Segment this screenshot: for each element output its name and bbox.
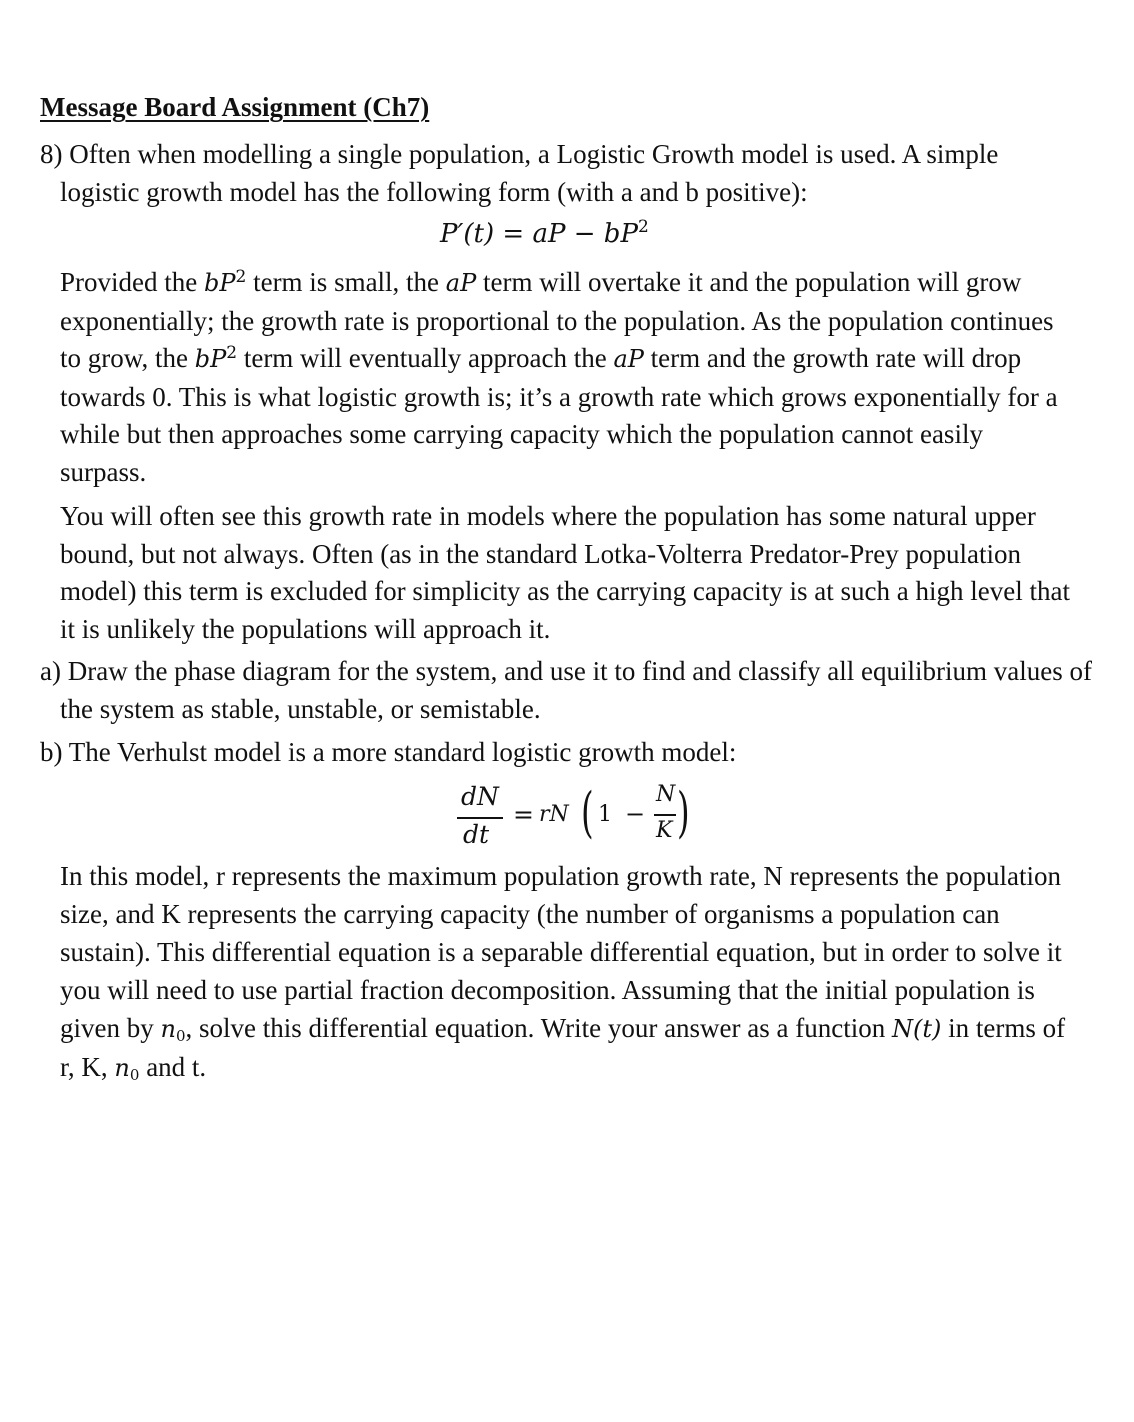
para1-bp-exp-2: 2 bbox=[226, 343, 238, 363]
para3-n0-2: n bbox=[114, 1054, 130, 1082]
para3-math-nt: N(t) bbox=[892, 1015, 942, 1043]
para1-text-2: term is small, the bbox=[246, 267, 446, 297]
para1-bp-exp: 2 bbox=[235, 267, 247, 287]
eq1-term-ap: aP bbox=[532, 219, 566, 249]
para3-text-1: In this model, r represents the maximum population growth rate, N represents the population size, and K represents the carrying capacity (the number of organisms a population can sustain). This differential equation is a separable differential equation, but in order to solve it you will need to use partial fraction decomposition. Assuming that the initial population is given by bbox=[60, 861, 1062, 1043]
para3-n0-sub-2: 0 bbox=[129, 1066, 140, 1084]
para1-bp-2: bP bbox=[194, 345, 227, 373]
paragraph-logistic-explanation bbox=[60, 264, 1060, 491]
part-a-question: a) Draw the phase diagram for the system, and use it to find and classify all equilibrium values of the system as stable, unstable, or semistable. bbox=[40, 656, 1092, 724]
para1-math-ap-2: aP bbox=[613, 345, 644, 373]
paragraph-verhulst-task bbox=[60, 857, 1080, 1087]
eq2-right-paren: ) bbox=[677, 781, 690, 844]
eq2-one: 1 bbox=[598, 802, 612, 827]
para3-n0: n bbox=[160, 1015, 176, 1043]
eq2-left-paren: ( bbox=[581, 781, 594, 844]
eq1-term-bp: bP bbox=[603, 219, 638, 249]
eq1-exponent: 2 bbox=[637, 217, 649, 237]
paragraph-lotka-volterra: You will often see this growth rate in models where the population has some natural upper bound, but not always. Often (as in the standard Lotka-Volterra Predator-Prey population model) this term is excluded for simplicity as the carrying capacity is at such a high level that it is unlikely the populations will approach it. bbox=[60, 501, 1070, 644]
para3-math-n0 bbox=[161, 1015, 186, 1043]
eq2-dt: dt bbox=[463, 820, 490, 849]
para1-math-bp-2 bbox=[195, 345, 237, 373]
para3-math-n0-2 bbox=[114, 1054, 139, 1082]
para3-text-4: and t. bbox=[139, 1052, 207, 1082]
part-b-question: b) The Verhulst model is a more standard logistic growth model: bbox=[40, 737, 737, 767]
eq1-lhs: P′(t) bbox=[440, 219, 495, 249]
eq1-minus: − bbox=[573, 219, 596, 249]
assignment-title: Message Board Assignment (Ch7) bbox=[40, 92, 430, 122]
eq2-equals: = bbox=[513, 800, 534, 829]
eq2-k: K bbox=[656, 818, 673, 843]
para1-text-5: term and the growth rate will drop towards 0. This is what logistic growth is; it’s a growth rate which grows exponentially for a while but then approaches some carrying capacity which the population cannot easily surpass. bbox=[60, 343, 1058, 487]
para1-math-ap: aP bbox=[445, 269, 477, 297]
para3-n0-sub: 0 bbox=[175, 1027, 186, 1045]
para1-bp: bP bbox=[203, 269, 236, 297]
eq2-fraction-bar bbox=[457, 817, 503, 819]
para1-text-4: term will eventually approach the bbox=[237, 343, 614, 373]
eq2-dn: dN bbox=[461, 782, 499, 811]
eq2-inner-fraction-bar bbox=[654, 814, 676, 816]
eq2-n: N bbox=[656, 782, 676, 807]
logistic-equation bbox=[440, 219, 649, 249]
question-intro-text: Often when modelling a single population, a Logistic Growth model is used. A simple logistic growth model has the following form (with a and b positive): bbox=[60, 139, 999, 207]
eq1-equals: = bbox=[502, 219, 525, 249]
eq2-minus: − bbox=[625, 800, 646, 828]
question-intro bbox=[40, 136, 1060, 211]
eq2-rn: rN bbox=[539, 802, 569, 827]
para1-text-3: term will overtake it and the population will grow exponentially; the growth rate is proportional to the population. As the population continues to grow, the bbox=[60, 267, 1054, 373]
para1-math-bp bbox=[204, 269, 246, 297]
question-number: 8) bbox=[40, 139, 63, 169]
para3-text-2: , solve this differential equation. Write your answer as a function bbox=[185, 1013, 892, 1043]
para3-text-3: in terms of r, K, bbox=[60, 1013, 1066, 1082]
para1-text-1: Provided the bbox=[60, 267, 204, 297]
verhulst-equation bbox=[453, 780, 723, 852]
